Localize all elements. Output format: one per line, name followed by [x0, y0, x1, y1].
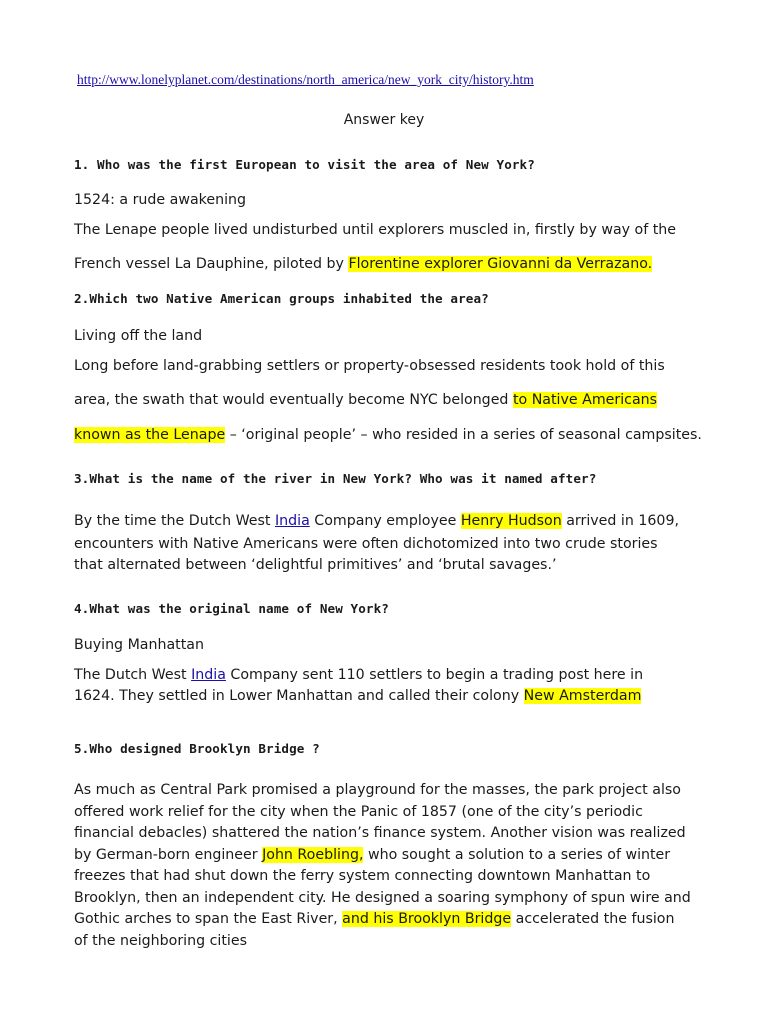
q5-text-post: who sought a solution to a series of winter [363, 846, 671, 863]
q3-text-mid: Company employee [309, 513, 461, 529]
q3-highlighted-answer: Henry Hudson [460, 513, 562, 529]
q2-paragraph-line-3 [74, 427, 714, 443]
q4-text-post: Company sent 110 settlers to begin a trading post here in [225, 667, 644, 683]
q5-highlighted-answer-part-1: John Roebling, [262, 846, 364, 863]
question-1: 1. Who was the first European to visit the area of New York? [74, 157, 535, 172]
q1-text: French vessel La Dauphine, piloted by [74, 256, 349, 272]
q5-line-2: offered work relief for the city when the Panic of 1857 (one of the city’s periodic [74, 803, 643, 820]
q1-highlighted-answer: Florentine explorer Giovanni da Verrazano. [348, 256, 653, 272]
source-url-link[interactable]: http://www.lonelyplanet.com/destinations/north_america/new_york_city/history.htm [77, 72, 534, 87]
q5-line-3: financial debacles) shattered the nation’s finance system. Another vision was realized [74, 825, 686, 841]
q5-highlighted-answer-part-2: and his Brooklyn Bridge [342, 911, 512, 927]
q5-paragraph [74, 780, 714, 952]
q5-text: by German-born engineer [74, 846, 263, 863]
q3-paragraph-line-1 [74, 513, 714, 529]
q5-line-7 [74, 909, 714, 931]
q5-line-4 [74, 845, 714, 867]
question-4: 4.What was the original name of New York? [74, 601, 389, 616]
q4-subheading: Buying Manhattan [74, 637, 204, 653]
question-3: 3.What is the name of the river in New York? Who was it named after? [74, 471, 597, 486]
q3-text-post: arrived in 1609, [561, 513, 679, 529]
q5-line-8: of the neighboring cities [74, 932, 247, 949]
q5-line-5: freezes that had shut down the ferry system connecting downtown Manhattan to [74, 868, 651, 884]
q1-paragraph-line-2 [74, 256, 714, 272]
q2-paragraph-line-2 [74, 392, 714, 408]
q2-highlighted-answer-part-1: to Native Americans [512, 392, 658, 408]
q5-text-7-post: accelerated the fusion [511, 911, 675, 927]
q5-line-1: As much as Central Park promised a playground for the masses, the park project also [74, 782, 681, 798]
india-link[interactable]: India [274, 513, 310, 529]
india-link[interactable]: India [191, 667, 226, 683]
q2-text-rest: – ‘original people’ – who resided in a series of seasonal campsites. [225, 427, 702, 443]
q5-line-6: Brooklyn, then an independent city. He designed a soaring symphony of spun wire and [74, 889, 691, 906]
question-2: 2.Which two Native American groups inhabited the area? [74, 291, 489, 306]
q3-paragraph-line-2: encounters with Native Americans were often dichotomized into two crude stories [74, 536, 658, 552]
q4-text-2: 1624. They settled in Lower Manhattan and called their colony [74, 688, 524, 704]
q1-subheading: 1524: a rude awakening [74, 192, 247, 208]
q2-highlighted-answer-part-2: known as the Lenape [74, 427, 226, 443]
q4-paragraph-line-2 [74, 688, 714, 704]
q4-paragraph-line-1 [74, 667, 714, 683]
q4-text: The Dutch West [74, 667, 192, 683]
question-5: 5.Who designed Brooklyn Bridge ? [74, 741, 320, 756]
q5-text-7: Gothic arches to span the East River, [74, 911, 343, 927]
q2-paragraph-line-1: Long before land-grabbing settlers or property-obsessed residents took hold of this [74, 358, 665, 374]
q1-paragraph-line-1: The Lenape people lived undisturbed until explorers muscled in, firstly by way of the [74, 222, 677, 238]
q2-text: area, the swath that would eventually become NYC belonged [74, 392, 513, 408]
q4-highlighted-answer: New Amsterdam [523, 688, 642, 704]
q3-text: By the time the Dutch West [74, 513, 275, 529]
q2-subheading: Living off the land [74, 328, 203, 344]
page-title: Answer key [343, 112, 425, 128]
q3-paragraph-line-3: that alternated between ‘delightful primitives’ and ‘brutal savages.’ [74, 557, 557, 573]
